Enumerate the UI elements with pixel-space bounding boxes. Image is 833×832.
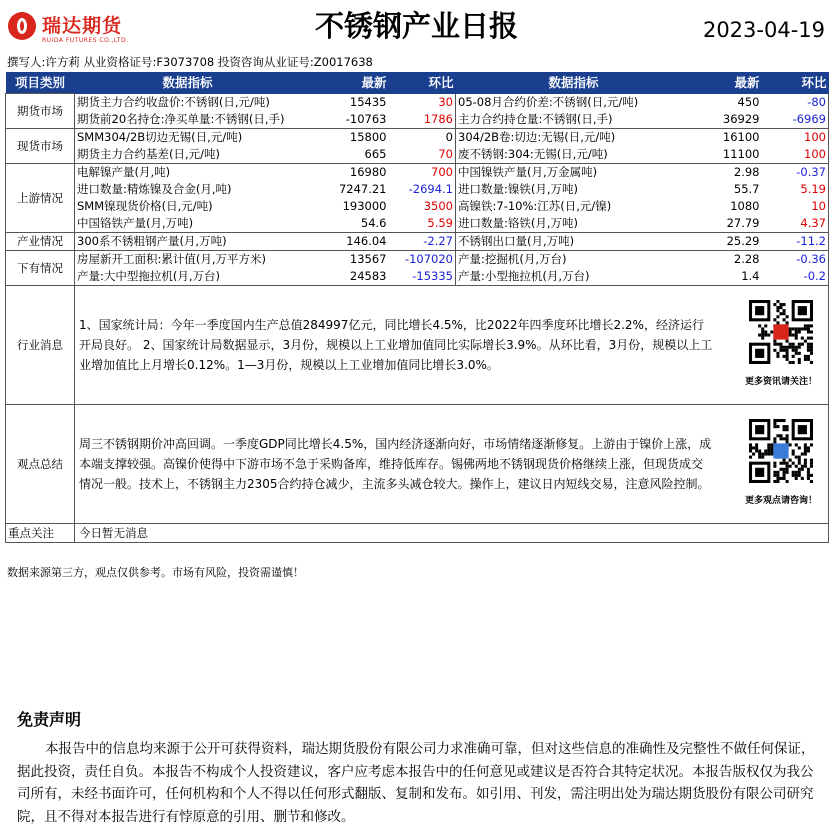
change-value: 100: [762, 146, 829, 164]
category-cell: 产业情况: [6, 232, 75, 250]
footnote: 数据来源第三方，观点仅供参考。市场有风险，投资需谨慎！: [7, 566, 304, 579]
indicator-name: 产量:大中型拖拉机(月,万台): [75, 268, 301, 286]
report-date: 2023-04-19: [702, 18, 825, 42]
table-row: [6, 268, 829, 286]
indicator-name: 电解镍产量(月,吨): [75, 163, 301, 181]
indicator-name: 期货主力合约基差(日,元/吨): [75, 146, 301, 164]
indicator-name: 05-08月合约价差:不锈钢(日,元/吨): [458, 95, 639, 109]
indicator-name: SMM304/2B切边无锡(日,元/吨): [75, 128, 301, 146]
change-value: 1786: [389, 111, 456, 129]
change-value: 4.37: [762, 215, 829, 233]
indicator-name: 产量:挖掘机(月,万台): [458, 252, 567, 266]
focus-text: 今日暂无消息: [75, 523, 829, 542]
header-latest: 最新: [301, 72, 389, 94]
indicator-name: 中国镍铁产量(月,万金属吨): [458, 165, 598, 179]
focus-category: 重点关注: [6, 523, 75, 542]
latest-value: 146.04: [301, 232, 389, 250]
change-value: -0.36: [762, 250, 829, 268]
latest-value: 1.4: [692, 268, 762, 286]
category-cell: 现货市场: [6, 128, 75, 163]
header-latest-2: 最新: [692, 72, 762, 94]
table-row: [6, 163, 829, 181]
table-body: [6, 94, 829, 286]
change-value: 0: [389, 128, 456, 146]
report-title: 不锈钢产业日报: [314, 9, 518, 43]
table-row: [6, 250, 829, 268]
indicator-name: 300系不锈粗钢产量(月,万吨): [75, 232, 301, 250]
latest-value: 2.98: [733, 165, 760, 179]
latest-value: 36929: [692, 111, 762, 129]
latest-value: 13567: [349, 252, 387, 266]
latest-value: 54.6: [301, 215, 389, 233]
header-change-2: 环比: [762, 72, 829, 94]
qr-block-viewpoint: [738, 419, 824, 509]
disclaimer-title: 免责声明: [17, 710, 82, 729]
industry-news-cell: [75, 285, 829, 404]
latest-value: 24583: [301, 268, 389, 286]
indicator-name: 高镍铁:7-10%:江苏(日,元/镍): [458, 199, 612, 213]
change-value: -2694.1: [389, 181, 456, 198]
table-row: [6, 181, 829, 198]
indicator-name: 304/2B卷:切边:无锡(日,元/吨): [458, 130, 616, 144]
change-value: -0.37: [762, 163, 829, 181]
qr-caption-news: 更多资讯请关注！: [744, 376, 817, 387]
change-value: 5.19: [762, 181, 829, 198]
industry-news-row: [6, 285, 829, 404]
indicator-name: 进口数量:铬铁(月,万吨): [456, 215, 692, 233]
latest-value: 2.28: [733, 252, 760, 266]
header-indicator: 数据指标: [75, 72, 301, 94]
header-change: 环比: [389, 72, 456, 94]
author-line: 撰写人:许方莉 从业资格证号:F3073708 投资咨询从业证号:Z0017638: [7, 55, 373, 69]
indicator-name: 房屋新开工面积:累计值(月,万平方米): [75, 250, 301, 268]
latest-value: 15435: [349, 95, 387, 109]
change-value: -15335: [389, 268, 456, 286]
viewpoint-cell: [75, 404, 829, 523]
change-value: 30: [389, 94, 456, 111]
change-value: 10: [762, 198, 829, 215]
header-category: 项目类别: [6, 72, 75, 94]
table-row: [6, 94, 829, 111]
latest-value: 450: [737, 95, 760, 109]
latest-value: -10763: [301, 111, 389, 129]
change-value: 5.59: [389, 215, 456, 233]
indicator-name: 中国铬铁产量(月,万吨): [75, 215, 301, 233]
indicator-name: 进口数量:精炼镍及合金(月,吨): [75, 181, 301, 198]
change-value: 100: [762, 128, 829, 146]
change-value: -6969: [762, 111, 829, 129]
viewpoint-category: 观点总结: [6, 404, 75, 523]
table-row: [6, 111, 829, 129]
report-header: [0, 0, 833, 52]
table-row: [6, 232, 829, 250]
latest-value: 15800: [349, 130, 387, 144]
qr-code-icon: [749, 419, 813, 483]
change-value: 3500: [389, 198, 456, 215]
change-value: 700: [389, 163, 456, 181]
latest-value: 25.29: [692, 232, 762, 250]
change-value: -11.2: [762, 232, 829, 250]
logo-text: 瑞达期货: [42, 15, 123, 37]
latest-value: 11100: [692, 146, 762, 164]
change-value: 70: [389, 146, 456, 164]
logo-subtitle: RUIDA FUTURES CO.,LTD.: [42, 37, 129, 44]
text-sections: [6, 285, 829, 542]
viewpoint-text: 周三不锈钢期价冲高回调。一季度GDP同比增长4.5%，国内经济逐渐向好，市场情绪逐渐修复。上游由于镍价上涨，成本端支撑较强。高镍价使得中下游市场不急于采购备库，维持低库存。锡佛两地不锈钢现货价格继续上涨，但现货成交情况一般。技术上，不锈钢主力2305合约持仓减少，主流多头减仓较大。操作上，建议日内短线交易，注意风险控制。: [79, 436, 712, 491]
latest-value: 665: [301, 146, 389, 164]
table-row: [6, 146, 829, 164]
viewpoint-row: [6, 404, 829, 523]
table-row: [6, 128, 829, 146]
indicator-name: 进口数量:镍铁(月,万吨): [458, 182, 579, 196]
latest-value: 1080: [730, 199, 760, 213]
change-value: -80: [762, 94, 829, 111]
category-cell: 期货市场: [6, 94, 75, 129]
industry-news-text: 1、国家统计局：今年一季度国内生产总值284997亿元，同比增长4.5%，比2022年四季度环比增长2.2%，经济运行开局良好。 2、国家统计局数据显示，3月份，规模以上工业增加值同比实际增长3.9%。从环比看，3月份，规模以上工业增加值比上月增长0.12%。1—3月份，规模以上工业增加值同比增长3.0%。: [79, 317, 713, 372]
latest-value: 16100: [722, 130, 760, 144]
qr-caption-viewpoint: 更多观点请咨询！: [744, 495, 817, 506]
indicator-name: 废不锈钢:304:无锡(日,元/吨): [456, 146, 692, 164]
latest-value: 193000: [342, 199, 387, 213]
category-cell: 上游情况: [6, 163, 75, 232]
data-table: [5, 72, 829, 543]
header-indicator-2: 数据指标: [456, 72, 692, 94]
change-value: -2.27: [389, 232, 456, 250]
latest-value: 7247.21: [338, 182, 387, 196]
industry-news-category: 行业消息: [6, 285, 75, 404]
latest-value: 55.7: [733, 182, 760, 196]
category-cell: 下有情况: [6, 250, 75, 285]
indicator-name: 期货主力合约收盘价:不锈钢(日,元/吨): [75, 94, 301, 111]
indicator-name: 主力合约持仓量:不锈钢(日,手): [456, 111, 692, 129]
change-value: -0.2: [762, 268, 829, 286]
table-row: [6, 198, 829, 215]
qr-block-news: [738, 300, 824, 390]
disclaimer-text: 本报告中的信息均来源于公开可获得资料，瑞达期货股份有限公司力求准确可靠，但对这些信息的准确性及完整性不做任何保证，据此投资，责任自负。本报告不构成个人投资建议，客户应考虑本报告中的任何意见或建议是否符合其特定状况。本报告版权仅为我公司所有，未经书面许可，任何机构和个人不得以任何形式翻版、复制和发布。如引用、刊发，需注明出处为瑞达期货股份有限公司研究院，且不得对本报告进行有悖原意的引用、删节和修改。: [17, 741, 815, 825]
change-value: -107020: [389, 250, 456, 268]
indicator-name: 产量:小型拖拉机(月,万台): [456, 268, 692, 286]
indicator-name: SMM镍现货价格(日,元/吨): [75, 198, 301, 215]
latest-value: 16980: [349, 165, 387, 179]
indicator-name: 不锈钢出口量(月,万吨): [456, 232, 692, 250]
qr-code-icon: [749, 300, 813, 364]
focus-row: [6, 523, 829, 542]
table-header-row: [6, 72, 829, 94]
indicator-name: 期货前20名持仓:净买单量:不锈钢(日,手): [75, 111, 301, 129]
table-row: [6, 215, 829, 233]
latest-value: 27.79: [692, 215, 762, 233]
